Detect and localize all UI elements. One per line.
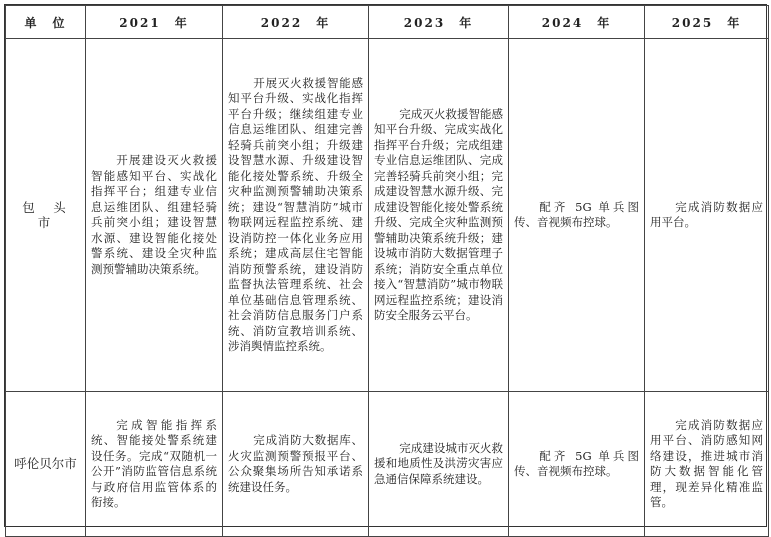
table-cell [509, 392, 645, 537]
header-year-2025: 2025 年 [645, 6, 769, 39]
cell-text: 完成消防数据应用平台。 [650, 199, 763, 229]
table-row [6, 392, 769, 537]
table-cell [369, 392, 509, 537]
cell-text: 配齐 5G 单兵图传、音视频布控球。 [514, 199, 639, 229]
header-row [6, 6, 769, 39]
header-year-2023: 2023 年 [369, 6, 509, 39]
header-year-2022: 2022 年 [223, 6, 369, 39]
plan-table [5, 5, 769, 537]
cell-text: 开展灭火救援智能感知平台升级、实战化指挥平台升级；继续组建专业信息运维团队、组建完善轻骑兵前突小组；升级建设智慧水源、升级建设智能化接处警系统、升级全灾种监测预警辅助决策系统；建设“智慧消防”城市物联网远程监控系统、建设消防控一体化业务应用系统；建成高层住宅智能消防预警系统，建设消防监督执法管理系统、社会单位基础信息管理系统、社会消防信息服务门户系统、消防宣教培训系统、涉消舆情监控系统。 [228, 75, 363, 353]
table-cell [86, 39, 223, 392]
cell-text: 配齐 5G 单兵图传、音视频布控球。 [514, 448, 639, 478]
table-row [6, 39, 769, 392]
row-unit-cell: 包 头 市 [6, 39, 86, 392]
cell-text: 完成建设城市灭火救援和地质性及洪涝灾害应急通信保障系统建设。 [374, 440, 503, 486]
cell-text: 完成消防大数据库、火灾监测预警预报平台、公众聚集场所告知承诺系统建设任务。 [228, 433, 363, 494]
table-cell [223, 392, 369, 537]
table-cell [223, 39, 369, 392]
table-cell [86, 392, 223, 537]
cell-text: 完成灭火救援智能感知平台升级、完成实战化指挥平台升级；完成组建专业信息运维团队、完成完善轻骑兵前突小组；完成建设智慧水源升级、完成建设智能化接处警系统升级、完成全灾种监测预警辅助决策系统升级；建设城市消防大数据管理子系统；消防安全重点单位接入“智慧消防”城市物联网远程监控系统；建设消防安全服务云平台。 [374, 106, 503, 322]
table-cell [645, 392, 769, 537]
table-cell [645, 39, 769, 392]
cell-text: 开展建设灭火救援智能感知平台、实战化指挥平台；组建专业信息运维团队、组建轻骑兵前突小组；建设智慧水源、建设智能化接处警系统、建设全灾种监测预警辅助决策系统。 [91, 153, 217, 276]
header-year-2024: 2024 年 [509, 6, 645, 39]
row-unit-cell: 呼伦贝尔市 [6, 392, 86, 537]
header-year-2021: 2021 年 [86, 6, 223, 39]
document-page [4, 4, 767, 527]
table-cell [369, 39, 509, 392]
cell-text: 完成智能指挥系统、智能接处警系统建设任务。完成“双随机一公开”消防监管信息系统与政府信用监管体系的衔接。 [91, 417, 217, 509]
table-cell [509, 39, 645, 392]
header-unit: 单 位 [6, 6, 86, 39]
cell-text: 完成消防数据应用平台、消防感知网络建设，推进城市消防大数据智能化管理，现差异化精准监管。 [650, 417, 763, 509]
